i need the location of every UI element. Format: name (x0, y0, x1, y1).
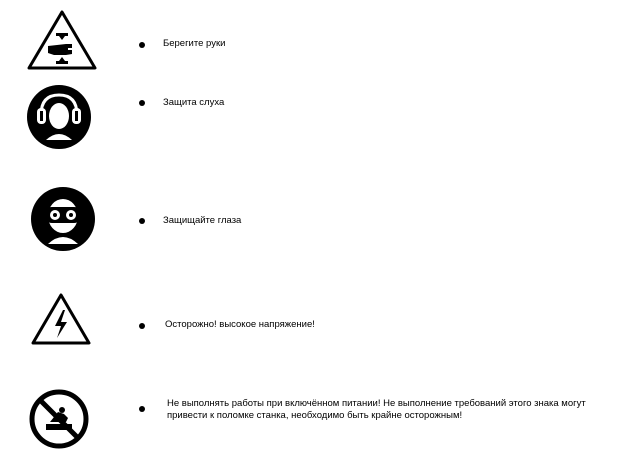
item-label-high-voltage: Осторожно! высокое напряжение! (165, 319, 315, 330)
item-label-eye-protection: Защищайте глаза (163, 215, 242, 226)
ear-protection-icon (26, 84, 92, 150)
bullet (139, 323, 145, 329)
no-work-while-powered-icon (28, 388, 90, 450)
bullet (139, 100, 145, 106)
eye-protection-icon (30, 186, 96, 252)
high-voltage-warning-icon (30, 292, 92, 346)
item-label-hand-crush: Берегите руки (163, 38, 226, 49)
bullet (139, 42, 145, 48)
bullet (139, 218, 145, 224)
item-label-ear-protection: Защита слуха (163, 97, 225, 108)
bullet (139, 406, 145, 412)
hand-crush-warning-icon (26, 9, 98, 71)
item-label-no-work-powered: Не выполнять работы при включённом питании! Не выполнение требований этого знака могут привести к поломке станка, необходимо быть крайне осторожным! (167, 398, 586, 421)
